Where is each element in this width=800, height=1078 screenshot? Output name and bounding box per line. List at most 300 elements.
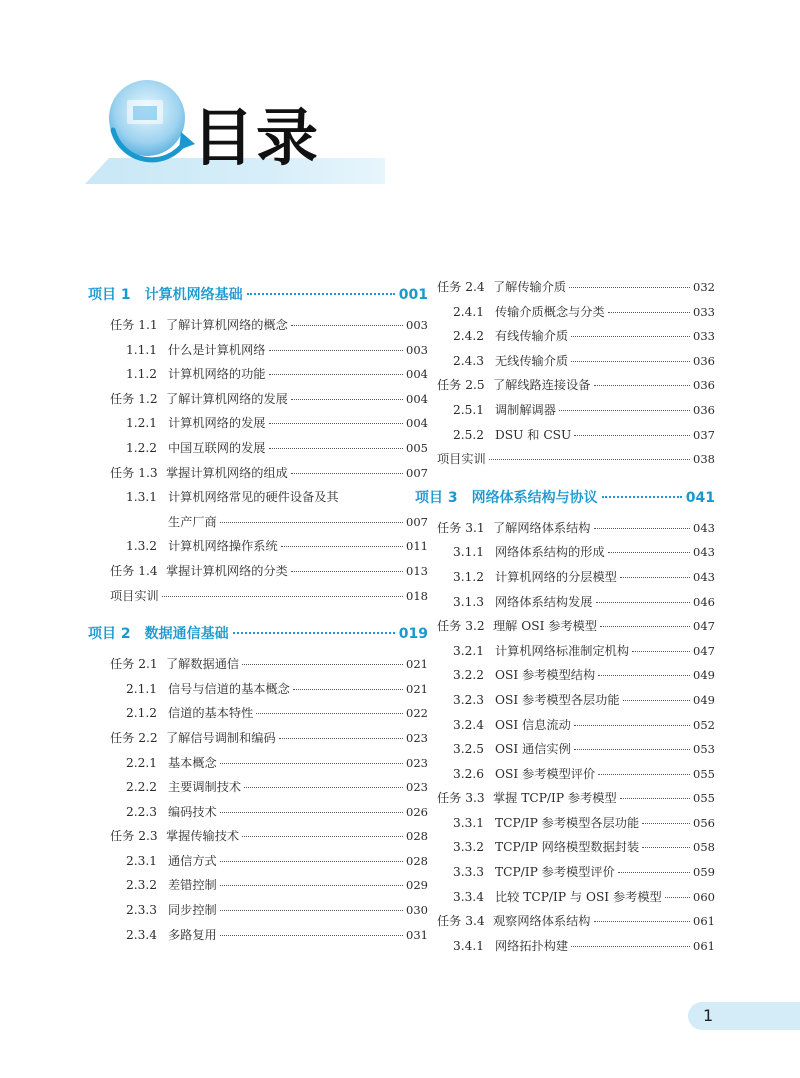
entry-title: 通信方式 — [168, 853, 217, 868]
entry-num: 2.1.2 — [126, 706, 158, 721]
entry-title: 计算机网络的发展 — [168, 416, 266, 431]
page-number: 031 — [406, 927, 428, 942]
toc-practice[interactable] — [415, 450, 715, 475]
leader-dots — [269, 350, 404, 351]
page-number: 036 — [693, 378, 715, 393]
entry-title: 了解传输介质 — [493, 280, 567, 294]
toc-subsection[interactable] — [415, 543, 715, 568]
entry-title: 理解 OSI 参考模型 — [493, 619, 598, 634]
toc-left-column — [88, 278, 428, 950]
entry-title: TCP/IP 网络模型数据封装 — [495, 840, 640, 855]
leader-dots — [594, 385, 691, 386]
page-number: 061 — [693, 914, 715, 929]
entry-num: 3.1.2 — [453, 569, 485, 584]
leader-dots — [233, 632, 395, 634]
page-number: 003 — [406, 318, 428, 332]
entry-num: 任务 1.2 — [110, 391, 158, 406]
toc-subsection[interactable] — [415, 888, 715, 913]
entry-label — [126, 488, 339, 505]
toc-subsection[interactable] — [415, 691, 715, 716]
entry-num: 任务 1.3 — [110, 465, 158, 480]
entry-num: 任务 2.4 — [437, 280, 485, 294]
entry-num: 任务 2.2 — [110, 730, 158, 745]
entry-num: 3.2.4 — [453, 717, 485, 732]
leader-dots — [596, 602, 691, 603]
entry-num: 3.3.1 — [453, 815, 485, 830]
entry-num: 3.2.6 — [453, 766, 485, 781]
entry-label — [126, 439, 266, 456]
entry-label — [437, 617, 597, 634]
entry-label — [126, 537, 278, 554]
entry-label — [126, 365, 266, 382]
toc-project[interactable] — [88, 284, 428, 308]
toc-task[interactable] — [415, 376, 715, 401]
page-number: 028 — [406, 853, 428, 868]
toc-subsection[interactable] — [415, 765, 715, 790]
leader-dots — [608, 312, 690, 313]
leader-dots — [489, 459, 690, 460]
toc-subsection[interactable] — [415, 666, 715, 691]
entry-num: 2.2.3 — [126, 804, 158, 819]
entry-num: 3.2.5 — [453, 742, 485, 757]
entry-title: 编码技术 — [168, 804, 217, 819]
entry-label — [126, 901, 217, 918]
entry-label — [110, 316, 288, 333]
page-number: 028 — [406, 829, 428, 844]
entry-num: 任务 3.1 — [437, 520, 485, 535]
entry-label — [453, 838, 639, 855]
entry-label — [453, 401, 556, 418]
toc-subsection[interactable] — [415, 838, 715, 863]
entry-title: 无线传输介质 — [495, 353, 569, 368]
leader-dots — [291, 399, 403, 400]
entry-label — [453, 568, 617, 585]
entry-num: 2.3.1 — [126, 853, 158, 868]
entry-num: 任务 3.2 — [437, 619, 485, 634]
project-label: 项目 1 计算机网络基础 — [88, 287, 243, 303]
toc-subsection[interactable] — [415, 352, 715, 377]
page-number: 021 — [406, 681, 428, 696]
leader-dots — [291, 325, 403, 326]
leader-dots — [242, 664, 403, 665]
entry-label — [126, 754, 217, 771]
page-number: 033 — [693, 329, 715, 344]
entry-num: 任务 3.3 — [437, 791, 485, 806]
page-number: 007 — [406, 514, 428, 529]
leader-dots — [291, 473, 403, 474]
entry-num: 3.2.1 — [453, 643, 485, 658]
page-number: 049 — [693, 692, 715, 707]
entry-title: 调制解调器 — [495, 402, 556, 417]
toc-task[interactable] — [88, 729, 428, 754]
entry-label — [453, 691, 620, 708]
toc-task[interactable] — [88, 464, 428, 489]
page-number: 029 — [406, 878, 428, 893]
entry-num: 2.5.1 — [453, 402, 485, 417]
toc-task[interactable] — [88, 390, 428, 415]
entry-title: 信道的基本特性 — [168, 706, 254, 721]
page-number: 026 — [406, 804, 428, 819]
page-number: 053 — [693, 742, 715, 757]
entry-label — [126, 852, 217, 869]
entry-title: 掌握计算机网络的分类 — [166, 563, 288, 578]
entry-num: 3.2.2 — [453, 668, 485, 683]
leader-dots — [598, 675, 690, 676]
entry-title: 观察网络体系结构 — [493, 914, 591, 929]
leader-dots — [220, 812, 403, 813]
toc-practice[interactable] — [88, 587, 428, 612]
toc-right-column — [415, 278, 715, 961]
page-number: 052 — [693, 717, 715, 732]
toc-subsection[interactable] — [415, 814, 715, 839]
toc-task[interactable] — [88, 316, 428, 341]
toc-project[interactable] — [88, 623, 428, 647]
entry-num: 1.1.1 — [126, 342, 158, 357]
toc-subsection[interactable] — [415, 593, 715, 618]
leader-dots — [220, 522, 403, 523]
entry-title: 网络体系结构发展 — [495, 594, 593, 609]
toc-subsection[interactable] — [88, 341, 428, 366]
entry-title: 有线传输介质 — [495, 329, 569, 344]
entry-num: 1.3.2 — [126, 539, 158, 554]
page-number: 030 — [406, 903, 428, 918]
entry-label — [453, 303, 605, 320]
entry-num: 2.4.1 — [453, 304, 485, 319]
entry-title: 计算机网络的分层模型 — [495, 569, 617, 584]
entry-label — [126, 926, 217, 943]
leader-dots — [559, 410, 690, 411]
entry-num: 2.5.2 — [453, 427, 485, 442]
leader-dots — [574, 749, 690, 750]
toc-task[interactable] — [88, 827, 428, 852]
entry-label — [437, 912, 591, 929]
toc-subsection[interactable] — [88, 876, 428, 901]
project-label: 项目 2 数据通信基础 — [88, 626, 229, 643]
entry-num: 3.3.3 — [453, 865, 485, 880]
toc-subsection[interactable] — [415, 642, 715, 667]
page-number: 004 — [406, 367, 428, 382]
entry-label — [453, 765, 595, 782]
page-number: 058 — [693, 840, 715, 855]
page-number: 059 — [693, 865, 715, 880]
entry-num: 3.3.4 — [453, 889, 485, 904]
page-number: 003 — [406, 342, 428, 357]
entry-label — [453, 327, 568, 344]
leader-dots — [247, 293, 395, 295]
toc-subsection[interactable] — [88, 926, 428, 951]
entry-title: 计算机网络标准制定机构 — [495, 643, 630, 658]
leader-dots — [269, 448, 404, 449]
entry-num: 1.3.1 — [126, 490, 158, 505]
entry-label — [110, 562, 288, 579]
toc-task[interactable] — [415, 912, 715, 937]
leader-dots — [220, 763, 403, 764]
entry-label — [437, 519, 591, 536]
entry-num: 1.2.1 — [126, 416, 158, 431]
entry-num: 3.1.1 — [453, 545, 485, 560]
entry-title: 生产厂商 — [168, 514, 217, 529]
toc-task[interactable] — [415, 278, 715, 303]
leader-dots — [281, 546, 403, 547]
entry-label — [126, 341, 266, 358]
toc-subsection[interactable] — [88, 680, 428, 705]
entry-num: 3.3.2 — [453, 840, 485, 855]
toc-subsection[interactable] — [415, 740, 715, 765]
entry-label — [453, 863, 615, 880]
page-title: 目录 — [192, 101, 321, 174]
entry-title: OSI 参考模型各层功能 — [495, 692, 620, 707]
entry-label — [126, 876, 217, 893]
project-label: 项目 3 网络体系结构与协议 — [415, 489, 598, 506]
entry-num: 1.1.2 — [126, 367, 158, 382]
page-number: 018 — [406, 588, 428, 603]
leader-dots — [220, 910, 403, 911]
leader-dots — [620, 577, 690, 578]
page-number: 036 — [693, 402, 715, 417]
entry-title: 了解线路连接设备 — [493, 378, 591, 393]
toc-subsection[interactable] — [88, 803, 428, 828]
entry-title: 掌握传输技术 — [166, 829, 240, 844]
entry-title: 比较 TCP/IP 与 OSI 参考模型 — [495, 889, 662, 904]
leader-dots — [632, 651, 690, 652]
entry-num: 2.4.3 — [453, 353, 485, 368]
page-number: 036 — [693, 353, 715, 368]
leader-dots — [571, 361, 690, 362]
toc-subsection[interactable] — [88, 414, 428, 439]
leader-dots — [279, 738, 403, 739]
entry-title: 网络体系结构的形成 — [495, 545, 605, 560]
globe-icon — [95, 70, 205, 180]
entry-num: 2.4.2 — [453, 329, 485, 344]
entry-label — [110, 464, 288, 481]
entry-title: 计算机网络操作系统 — [168, 539, 278, 554]
leader-dots — [569, 287, 690, 288]
toc-task[interactable] — [415, 789, 715, 814]
entry-title: 主要调制技术 — [168, 780, 242, 795]
entry-label — [453, 937, 568, 954]
entry-title: 中国互联网的发展 — [168, 440, 266, 455]
entry-title: TCP/IP 参考模型各层功能 — [495, 815, 640, 830]
toc-subsection[interactable] — [88, 778, 428, 803]
leader-dots — [574, 435, 690, 436]
entry-label — [110, 655, 239, 672]
leader-dots — [269, 423, 404, 424]
page-number: 047 — [693, 643, 715, 658]
leader-dots — [220, 885, 403, 886]
toc-subsection[interactable] — [88, 901, 428, 926]
leader-dots — [291, 571, 403, 572]
entry-title: 基本概念 — [168, 755, 217, 770]
entry-num: 任务 1.1 — [110, 318, 158, 332]
entry-title: 了解网络体系结构 — [493, 520, 591, 535]
toc-subsection[interactable] — [88, 439, 428, 464]
entry-num: 任务 2.5 — [437, 378, 485, 393]
entry-title: 计算机网络的功能 — [168, 367, 266, 382]
entry-label — [437, 376, 591, 393]
page-number: 043 — [693, 569, 715, 584]
page-number: 055 — [693, 791, 715, 806]
leader-dots — [162, 596, 403, 597]
entry-num: 任务 1.4 — [110, 563, 158, 578]
page-number: 043 — [693, 545, 715, 560]
entry-label — [110, 827, 239, 844]
page-number: 060 — [693, 889, 715, 904]
leader-dots — [269, 374, 404, 375]
entry-title: 多路复用 — [168, 927, 217, 942]
entry-num: 2.3.2 — [126, 878, 158, 893]
toc-task[interactable] — [415, 617, 715, 642]
leader-dots — [594, 921, 691, 922]
page-number: 011 — [406, 539, 428, 554]
entry-label — [453, 642, 629, 659]
page-number: 047 — [693, 619, 715, 634]
entry-title: 差错控制 — [168, 878, 217, 893]
entry-label — [110, 390, 288, 407]
leader-dots — [600, 626, 690, 627]
leader-dots — [571, 946, 690, 947]
toc-subsection[interactable] — [415, 568, 715, 593]
page-number: 004 — [406, 391, 428, 406]
page-number: 013 — [406, 563, 428, 578]
entry-num: 任务 3.4 — [437, 914, 485, 929]
leader-dots — [642, 823, 690, 824]
page-number: 037 — [693, 427, 715, 442]
entry-title: 什么是计算机网络 — [168, 342, 266, 357]
entry-title: 掌握计算机网络的组成 — [166, 465, 288, 480]
page-number: 049 — [693, 668, 715, 683]
toc-project[interactable] — [415, 487, 715, 511]
leader-dots — [665, 897, 690, 898]
leader-dots — [242, 836, 403, 837]
leader-dots — [244, 787, 403, 788]
leader-dots — [220, 935, 403, 936]
leader-dots — [598, 774, 690, 775]
entry-label — [453, 814, 639, 831]
entry-num: 2.3.4 — [126, 927, 158, 942]
toc-subsection[interactable] — [415, 303, 715, 328]
toc-subsection[interactable] — [415, 937, 715, 962]
entry-num: 1.2.2 — [126, 440, 158, 455]
toc-subsection[interactable] — [415, 426, 715, 451]
toc-subsection[interactable] — [415, 327, 715, 352]
leader-dots — [623, 700, 691, 701]
entry-label — [453, 543, 605, 560]
entry-num: 3.1.3 — [453, 594, 485, 609]
entry-title: TCP/IP 参考模型评价 — [495, 865, 615, 880]
leader-dots — [571, 336, 690, 337]
entry-title: 了解计算机网络的概念 — [166, 318, 288, 332]
toc-task[interactable] — [88, 655, 428, 680]
page-number: 004 — [406, 416, 428, 431]
entry-title: 网络拓扑构建 — [495, 938, 569, 953]
entry-label — [126, 778, 241, 795]
entry-label — [453, 888, 662, 905]
entry-label — [453, 666, 595, 683]
entry-title: 项目实训 — [110, 588, 159, 603]
entry-label — [437, 278, 566, 295]
entry-num: 3.2.3 — [453, 692, 485, 707]
page-number: 005 — [406, 440, 428, 455]
entry-title: 掌握 TCP/IP 参考模型 — [493, 791, 617, 806]
entry-label — [110, 729, 276, 746]
entry-title: 计算机网络常见的硬件设备及其 — [168, 490, 339, 505]
page-number: 021 — [406, 657, 428, 672]
entry-title: OSI 信息流动 — [495, 717, 571, 732]
toc-subsection[interactable] — [415, 716, 715, 741]
entry-title: 信号与信道的基本概念 — [168, 681, 290, 696]
leader-dots — [642, 847, 690, 848]
page-number: 043 — [693, 520, 715, 535]
toc-subsection[interactable] — [88, 852, 428, 877]
page-number: 023 — [406, 755, 428, 770]
entry-label — [126, 803, 217, 820]
entry-num: 任务 2.1 — [110, 657, 158, 672]
leader-dots — [618, 872, 690, 873]
page-number: 022 — [406, 706, 428, 721]
entry-title: 了解数据通信 — [166, 657, 240, 672]
entry-title: 同步控制 — [168, 903, 217, 918]
entry-title: OSI 参考模型评价 — [495, 766, 596, 781]
page-number: 023 — [406, 730, 428, 745]
entry-label — [437, 789, 617, 806]
entry-title: OSI 参考模型结构 — [495, 668, 596, 683]
leader-dots — [620, 798, 690, 799]
entry-title: 了解计算机网络的发展 — [166, 391, 288, 406]
page-number: 001 — [398, 287, 428, 303]
entry-title: 传输介质概念与分类 — [495, 304, 605, 319]
page-number: 032 — [693, 280, 715, 294]
leader-dots — [602, 496, 682, 498]
page-number: 023 — [406, 780, 428, 795]
entry-title: 了解信号调制和编码 — [166, 730, 276, 745]
entry-title: OSI 通信实例 — [495, 742, 571, 757]
page-number: 055 — [693, 766, 715, 781]
leader-dots — [220, 861, 403, 862]
toc-subsection-continued[interactable] — [88, 513, 428, 538]
entry-label — [453, 593, 593, 610]
leader-dots — [293, 689, 403, 690]
toc-subsection[interactable] — [88, 488, 428, 513]
entry-label — [453, 740, 571, 757]
toc-task[interactable] — [88, 562, 428, 587]
toc-subsection[interactable] — [88, 365, 428, 390]
entry-label — [126, 704, 253, 721]
entry-num: 3.4.1 — [453, 938, 485, 953]
toc-subsection[interactable] — [415, 401, 715, 426]
entry-label — [453, 716, 571, 733]
entry-num: 2.1.1 — [126, 681, 158, 696]
toc-subsection[interactable] — [88, 704, 428, 729]
entry-num: 2.3.3 — [126, 903, 158, 918]
page-number: 007 — [406, 465, 428, 480]
entry-title: 项目实训 — [437, 452, 486, 467]
page-number: 041 — [685, 489, 715, 506]
leader-dots — [256, 713, 403, 714]
toc-subsection[interactable] — [88, 537, 428, 562]
page-number: 033 — [693, 304, 715, 319]
entry-label — [126, 680, 290, 697]
toc-subsection[interactable] — [415, 863, 715, 888]
entry-num: 任务 2.3 — [110, 829, 158, 844]
page-number: 038 — [693, 452, 715, 467]
toc-task[interactable] — [415, 519, 715, 544]
entry-label — [453, 426, 571, 443]
toc-subsection[interactable] — [88, 754, 428, 779]
page-number: 046 — [693, 594, 715, 609]
leader-dots — [608, 552, 690, 553]
leader-dots — [574, 725, 690, 726]
entry-label — [126, 414, 266, 431]
